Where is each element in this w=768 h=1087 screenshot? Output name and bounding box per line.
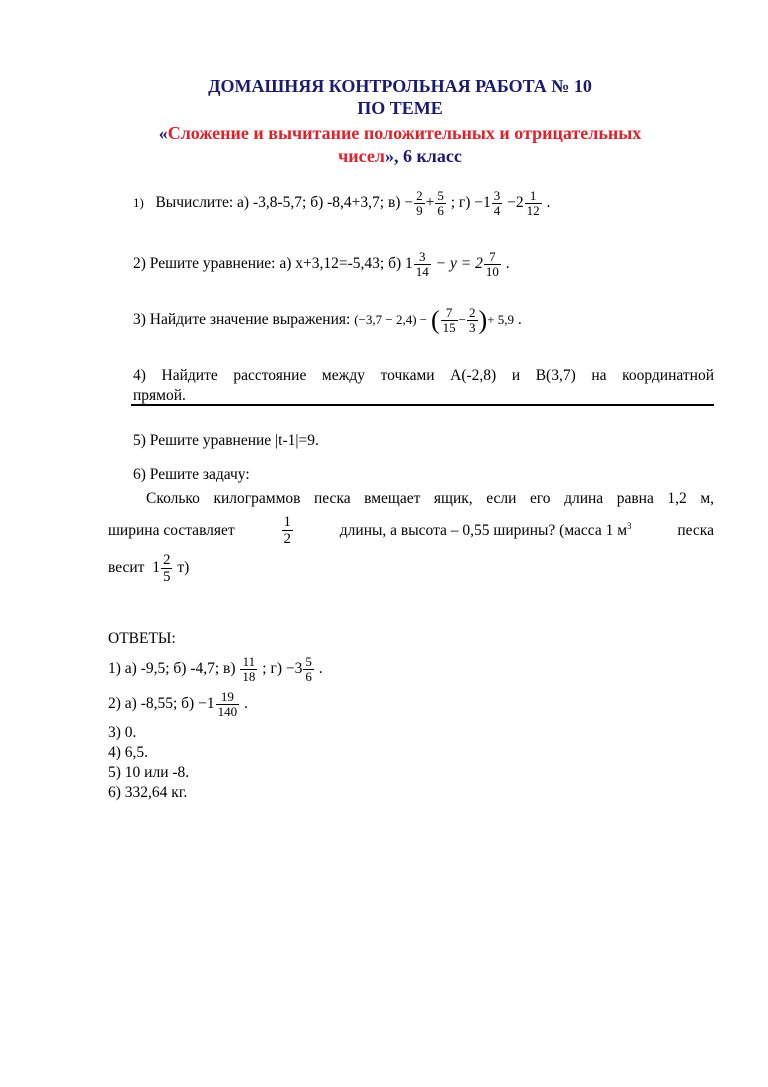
answer-6: 6) 332,64 кг. <box>108 784 188 801</box>
task-6-line-2 <box>108 514 714 547</box>
divider-line <box>131 404 714 406</box>
task-6-fraction <box>282 514 294 547</box>
task-2-whole-1: 1 <box>405 255 413 273</box>
numerator: 11 <box>242 654 256 669</box>
numerator: 7 <box>489 249 496 264</box>
title-tail: », 6 класс <box>384 146 462 166</box>
task-6-line-2a: ширина составляет <box>108 521 235 539</box>
task-5: 5) Решите уравнение |t-1|=9. <box>133 432 319 449</box>
quote-open: « <box>158 123 168 143</box>
task-3-fraction-2 <box>467 306 478 335</box>
denominator: 15 <box>442 320 456 335</box>
task-6-line-3b: т) <box>177 559 190 577</box>
answer-1g-label: ; г) <box>262 660 282 678</box>
title-line-2: ПО ТЕМЕ <box>357 98 443 118</box>
denominator: 12 <box>526 203 540 218</box>
denominator: 18 <box>242 669 256 684</box>
numerator: 5 <box>305 654 312 669</box>
numerator: 3 <box>493 188 501 203</box>
task-3-expression-end: + 5,9 <box>487 312 515 328</box>
task-1v-minus: − <box>404 194 414 212</box>
title-topic <box>100 123 700 144</box>
task-6-line-3 <box>108 552 189 585</box>
task-3 <box>133 306 522 335</box>
answer-1-end: . <box>318 660 323 678</box>
numerator: 2 <box>416 188 423 203</box>
answer-5: 5) 10 или -8. <box>108 764 190 781</box>
denominator: 3 <box>469 320 476 335</box>
task-1v-plus: + <box>425 194 435 212</box>
answer-2-text: 2) а) -8,55; б) <box>108 695 195 713</box>
numerator: 1 <box>529 188 537 203</box>
task-6-line-1: Сколько килограммов песка вмещает ящик, если его длина равна 1,2 м, <box>146 490 714 507</box>
numerator: 2 <box>162 552 171 568</box>
title-line-1: ДОМАШНЯЯ КОНТРОЛЬНАЯ РАБОТА № 10 <box>208 76 592 96</box>
task-1g-whole-1: −1 <box>474 194 491 212</box>
denominator: 6 <box>305 669 312 684</box>
task-6-line-2b <box>340 521 632 540</box>
task-6-line-3a: весит <box>108 559 145 577</box>
denominator: 4 <box>493 203 501 218</box>
answer-1g-whole: −3 <box>285 660 303 678</box>
numerator: 2 <box>469 305 476 320</box>
task-1-text: Вычислите: а) -3,8-5,7; б) -8,4+3,7; в) <box>155 194 401 212</box>
numerator: 19 <box>220 689 234 704</box>
task-1-end: . <box>546 194 551 212</box>
task-1g-whole-2: −2 <box>507 194 524 212</box>
task-3-fraction-1 <box>441 306 458 335</box>
denominator: 140 <box>217 704 238 719</box>
task-3-end: . <box>517 311 522 329</box>
answer-2-end: . <box>243 695 248 713</box>
task-1v-fraction-2 <box>435 189 446 218</box>
numerator: 7 <box>445 305 453 320</box>
numerator: 5 <box>437 188 444 203</box>
denominator: 2 <box>283 531 291 547</box>
denominator: 10 <box>485 264 499 279</box>
denominator: 5 <box>162 569 171 585</box>
denominator: 14 <box>415 264 429 279</box>
answer-4: 4) 6,5. <box>108 744 149 761</box>
right-paren: ) <box>478 305 488 335</box>
weight-whole: 1 <box>152 559 160 577</box>
task-1v-fraction-1 <box>414 189 425 218</box>
task-1g-fraction-2 <box>525 189 542 218</box>
answer-1-fraction <box>240 655 257 684</box>
task-6-line-2c: песка <box>677 521 714 539</box>
topic-part-1: Сложение и вычитание положительных и отрицательных <box>167 123 642 143</box>
numerator: 3 <box>419 249 426 264</box>
task-3-minus: − <box>458 312 467 328</box>
denominator: 9 <box>416 203 423 218</box>
task-6-line-2b-text: длины, а высота – 0,55 ширины? (масса 1 м <box>339 522 628 540</box>
answer-1-text: 1) а) -9,5; б) -4,7; в) <box>108 660 236 678</box>
title-topic-end <box>100 146 700 167</box>
task-1g-fraction-1 <box>492 189 503 218</box>
task-1-number: 1) <box>133 195 144 211</box>
task-2-fraction-1 <box>414 250 431 279</box>
answer-2-whole: −1 <box>198 695 215 713</box>
denominator: 6 <box>437 203 444 218</box>
answer-2 <box>108 690 248 719</box>
weight-fraction <box>161 552 173 585</box>
answer-3: 3) 0. <box>108 724 137 741</box>
left-paren: ( <box>431 305 440 335</box>
topic-part-2: чисел <box>338 146 385 166</box>
task-2-fraction-2 <box>484 250 501 279</box>
task-3-text: 3) Найдите значение выражения: <box>133 311 351 329</box>
task-2-end: . <box>505 255 510 273</box>
numerator: 1 <box>283 514 291 530</box>
answer-2-fraction <box>216 690 240 719</box>
answers-heading: ОТВЕТЫ: <box>108 630 176 647</box>
answer-1 <box>108 655 323 684</box>
task-2 <box>133 250 510 279</box>
task-3-expression-start: (−3,7 − 2,4) − <box>354 312 428 328</box>
task-2-text: 2) Решите уравнение: а) x+3,12=-5,43; б) <box>133 255 402 273</box>
task-1 <box>133 189 550 218</box>
answer-1g-fraction <box>303 655 314 684</box>
superscript-3: 3 <box>627 520 632 531</box>
task-4-line-2: прямой. <box>133 387 186 404</box>
task-4-line-1: 4) Найдите расстояние между точками А(-2,8) и В(3,7) на координатной <box>133 367 714 384</box>
task-6-header: 6) Решите задачу: <box>133 466 250 483</box>
task-1g-label: ; г) <box>450 194 471 212</box>
task-2-equation-middle: − y = 2 <box>435 255 483 273</box>
